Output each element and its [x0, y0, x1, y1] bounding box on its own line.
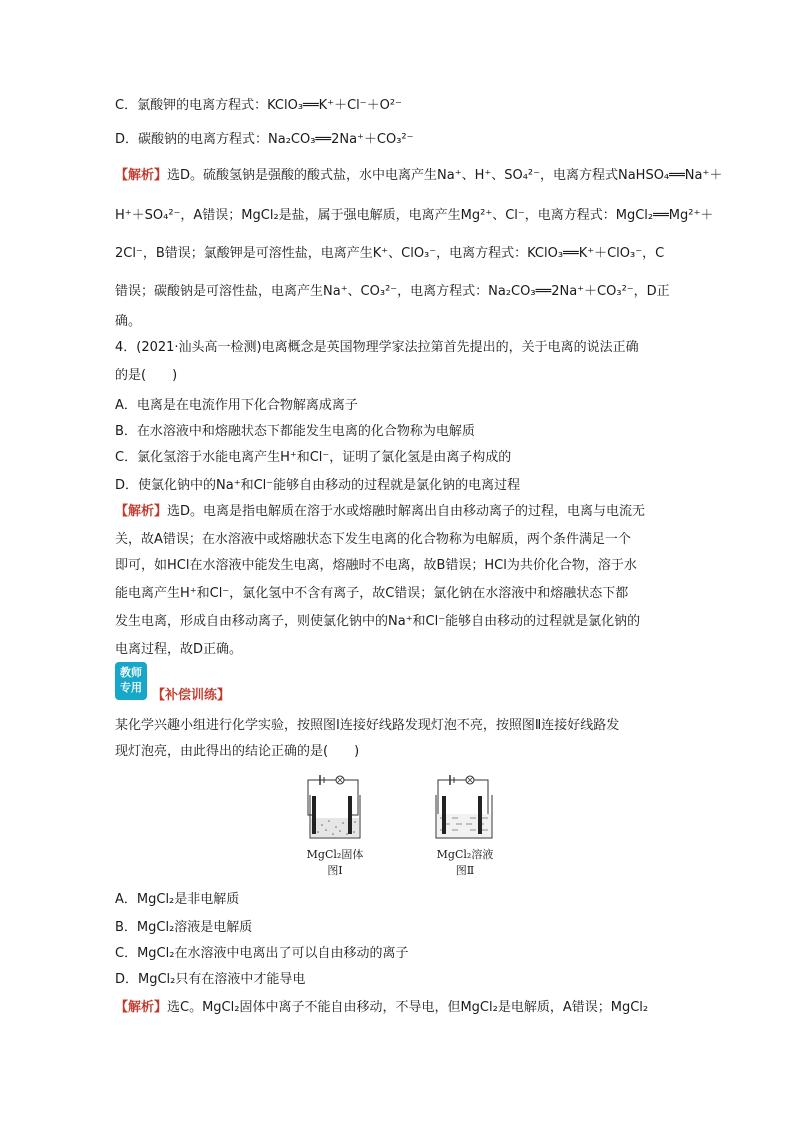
analysis-line: H⁺＋SO₄²⁻，A错误；MgCl₂是盐，属于强电解质，电离产生Mg²⁺、Cl⁻，电离方程式：MgCl₂══Mg²⁺＋	[115, 208, 714, 223]
analysis-line: 错误；碳酸钠是可溶性盐，电离产生Na⁺、CO₃²⁻，电离方程式：Na₂CO₃══2Na⁺＋CO₃²⁻，D正	[115, 284, 670, 299]
badge-line-2: 专用	[120, 681, 142, 694]
option-d-line: D．碳酸钠的电离方程式：Na₂CO₃══2Na⁺＋CO₃²⁻	[115, 132, 414, 147]
figure-2-caption: MgCl₂溶液	[436, 848, 494, 861]
analysis-line: 即可，如HCl在水溶液中能发生电离，熔融时不电离，故B错误；HCl为共价化合物，溶于水	[115, 558, 637, 573]
analysis-line: 【解析】选C。MgCl₂固体中离子不能自由移动，不导电，但MgCl₂是电解质，A错误；MgCl₂	[115, 1000, 649, 1015]
option-a: A．电离是在电流作用下化合物解离成离子	[115, 398, 358, 413]
analysis-line: 能电离产生H⁺和Cl⁻，氯化氢中不含有离子，故C错误；氯化钠在水溶液中和熔融状态下都	[115, 586, 629, 601]
option-b: B．在水溶液中和熔融状态下都能发生电离的化合物称为电解质	[115, 424, 475, 439]
analysis-line: 电离过程，故D正确。	[115, 642, 243, 657]
question-4-line: 4．(2021·汕头高一检测)电离概念是英国物理学家法拉第首先提出的，关于电离的说法正确	[115, 340, 639, 355]
analysis-line: 发生电离，形成自由移动离子，则使氯化钠中的Na⁺和Cl⁻能够自由移动的过程就是氯化钠的	[115, 614, 641, 629]
badge-line-1: 教师	[120, 666, 142, 679]
option-c: C．MgCl₂在水溶液中电离出了可以自由移动的离子	[115, 946, 409, 961]
option-a: A．MgCl₂是非电解质	[115, 892, 240, 907]
analysis-line: 2Cl⁻，B错误；氯酸钾是可溶性盐，电离产生K⁺、ClO₃⁻，电离方程式：KClO₃══K⁺＋ClO₃⁻，C	[115, 246, 665, 261]
compensation-heading: 【补偿训练】	[152, 688, 231, 703]
option-c-line: C．氯酸钾的电离方程式：KClO₃══K⁺＋Cl⁻＋O²⁻	[115, 98, 402, 113]
teacher-only-badge	[115, 662, 147, 700]
option-c: C．氯化氢溶于水能电离产生H⁺和Cl⁻，证明了氯化氢是由离子构成的	[115, 450, 512, 465]
analysis-line: 【解析】选D。硫酸氢钠是强酸的酸式盐，水中电离产生Na⁺、H⁺、SO₄²⁻，电离方程式NaHSO₄══Na⁺＋	[115, 168, 723, 183]
figure-1-label: 图Ⅰ	[327, 864, 343, 877]
analysis-line: 关，故A错误；在水溶液中或熔融状态下发生电离的化合物称为电解质，两个条件满足一个	[115, 532, 631, 547]
analysis-line: 【解析】选D。电离是指电解质在溶于水或熔融时解离出自由移动离子的过程，电离与电流无	[115, 504, 646, 519]
compensation-stem: 现灯泡亮，由此得出的结论正确的是( )	[115, 744, 360, 759]
analysis-tag: 【解析】	[115, 168, 168, 183]
figure-1-caption: MgCl₂固体	[306, 848, 364, 861]
analysis-line: 确。	[115, 314, 142, 329]
option-d: D．MgCl₂只有在溶液中才能导电	[115, 972, 306, 987]
compensation-stem: 某化学兴趣小组进行化学实验，按照图Ⅰ连接好线路发现灯泡不亮，按照图Ⅱ连接好线路发	[115, 718, 620, 733]
option-d: D．使氯化钠中的Na⁺和Cl⁻能够自由移动的过程就是氯化钠的电离过程	[115, 478, 521, 493]
figure-2-label: 图Ⅱ	[455, 864, 475, 877]
analysis-tag: 【解析】	[115, 1000, 168, 1015]
figure-2-diagram	[430, 770, 500, 840]
option-b: B．MgCl₂溶液是电解质	[115, 920, 253, 935]
figure-1-diagram	[300, 770, 370, 840]
analysis-tag: 【解析】	[115, 504, 168, 519]
question-4-line: 的是( )	[115, 368, 178, 383]
